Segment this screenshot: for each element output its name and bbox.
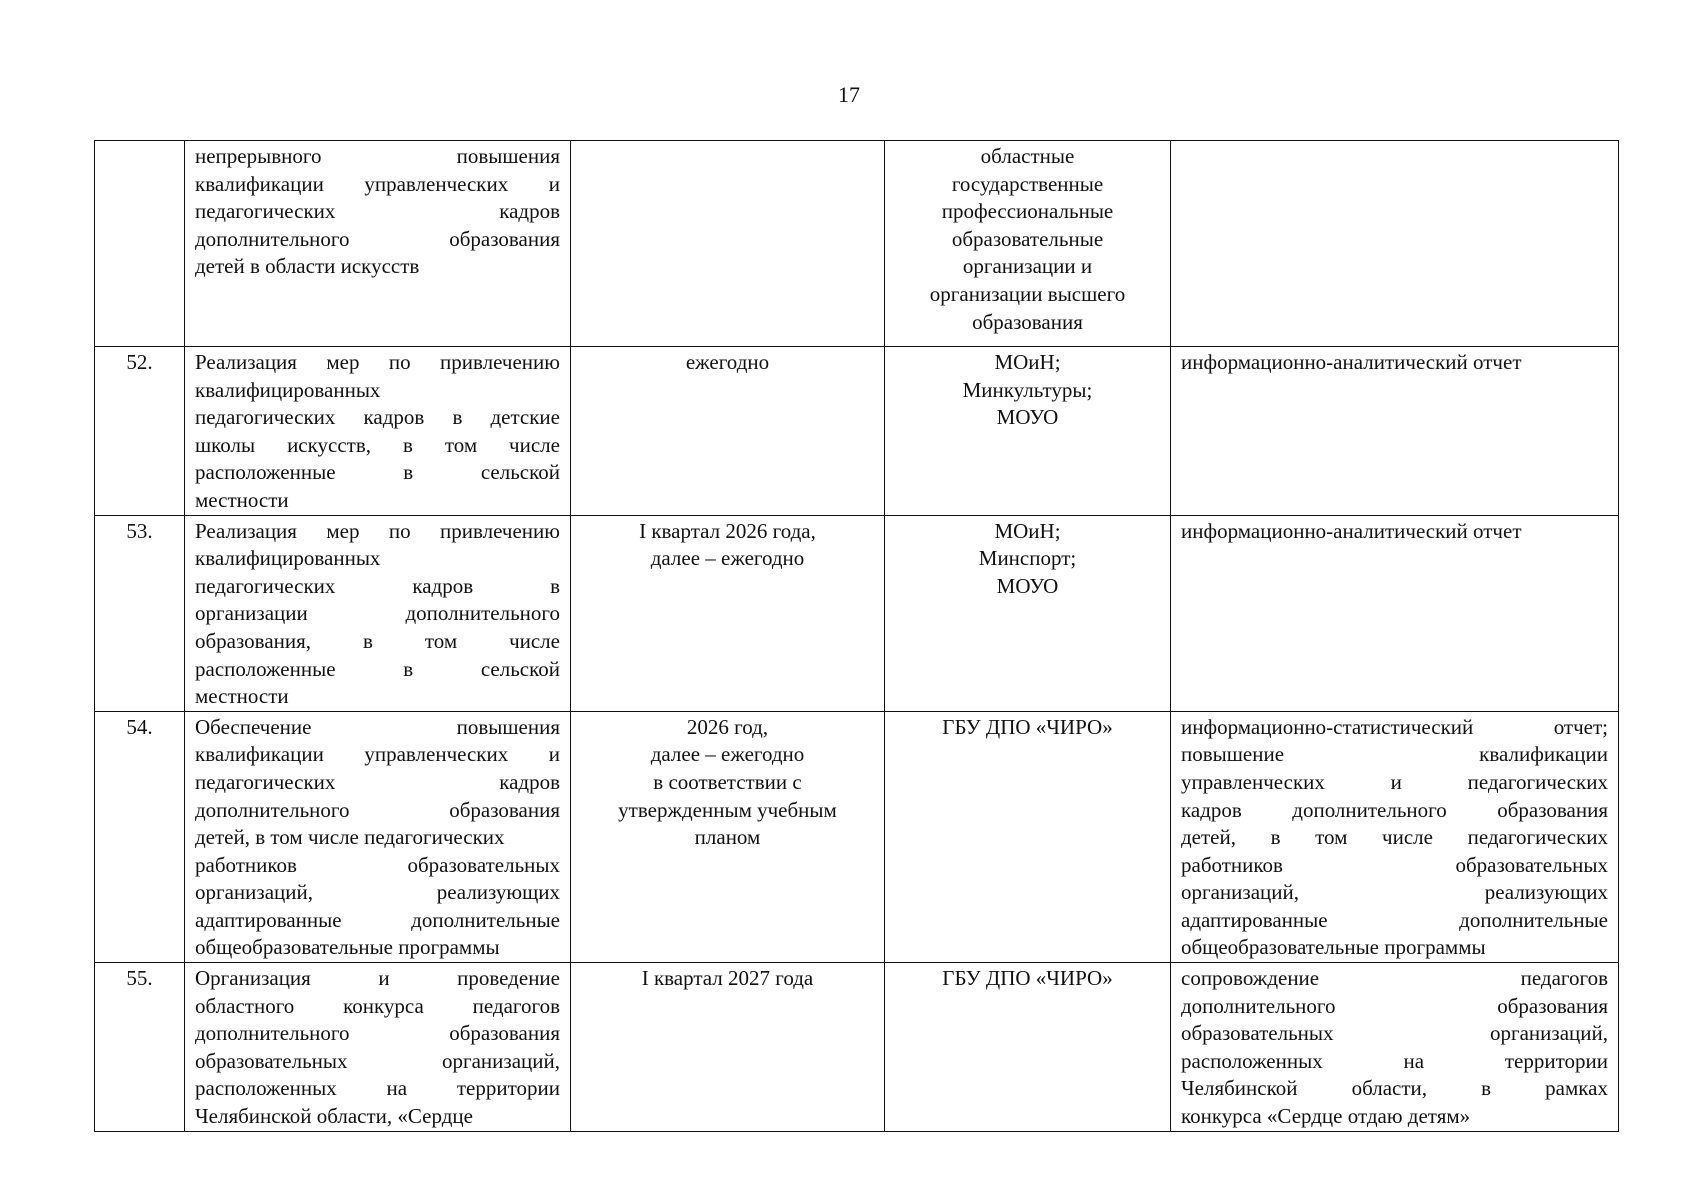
table-body (95, 141, 1619, 1132)
executor-cell: областные государственные профессиональные образовательные организации и организации высшего образования (885, 141, 1171, 347)
executor-cell: ГБУ ДПО «ЧИРО» (885, 963, 1171, 1132)
event-cell: непрерывного повышения квалификации управленческих и педагогических кадров дополнительного образования детей в области искусств (185, 141, 571, 347)
result-cell: информационно-статистический отчет; повышение квалификации управленческих и педагогических кадров дополнительного образования детей, в том числе педагогических работников образовательных организаций, реализующих адаптированные дополнительные общеобразовательные программы (1171, 711, 1619, 962)
row-number: 52. (95, 347, 185, 516)
activity-plan-table (94, 140, 1619, 1132)
result-cell (1171, 141, 1619, 347)
deadline-cell (571, 141, 885, 347)
deadline-cell: I квартал 2027 года (571, 963, 885, 1132)
page-number: 17 (838, 82, 860, 107)
event-cell: Реализация мер по привлечению квалифицированных педагогических кадров в организации дополнительного образования, в том числе расположенные в сельской местности (185, 515, 571, 711)
deadline-cell: I квартал 2026 года, далее – ежегодно (571, 515, 885, 711)
event-cell: Реализация мер по привлечению квалифицированных педагогических кадров в детские школы искусств, в том числе расположенные в сельской местности (185, 347, 571, 516)
result-cell: информационно-аналитический отчет (1171, 515, 1619, 711)
event-cell: Организация и проведение областного конкурса педагогов дополнительного образования образовательных организаций, расположенных на территории Челябинской области, «Сердце (185, 963, 571, 1132)
result-cell: информационно-аналитический отчет (1171, 347, 1619, 516)
table-row (95, 711, 1619, 962)
table-row (95, 963, 1619, 1132)
table-row (95, 347, 1619, 516)
row-number: 54. (95, 711, 185, 962)
deadline-cell: ежегодно (571, 347, 885, 516)
table-row (95, 515, 1619, 711)
result-cell: сопровождение педагогов дополнительного образования образовательных организаций, расположенных на территории Челябинской области, в рамках конкурса «Сердце отдаю детям» (1171, 963, 1619, 1132)
table-row (95, 141, 1619, 347)
event-cell: Обеспечение повышения квалификации управленческих и педагогических кадров дополнительного образования детей, в том числе педагогических работников образовательных организаций, реализующих адаптированные дополнительные общеобразовательные программы (185, 711, 571, 962)
executor-cell: ГБУ ДПО «ЧИРО» (885, 711, 1171, 962)
row-number: 53. (95, 515, 185, 711)
row-number (95, 141, 185, 347)
deadline-cell: 2026 год, далее – ежегодно в соответствии с утвержденным учебным планом (571, 711, 885, 962)
row-number: 55. (95, 963, 185, 1132)
executor-cell: МОиН; Минспорт; МОУО (885, 515, 1171, 711)
executor-cell: МОиН; Минкультуры; МОУО (885, 347, 1171, 516)
